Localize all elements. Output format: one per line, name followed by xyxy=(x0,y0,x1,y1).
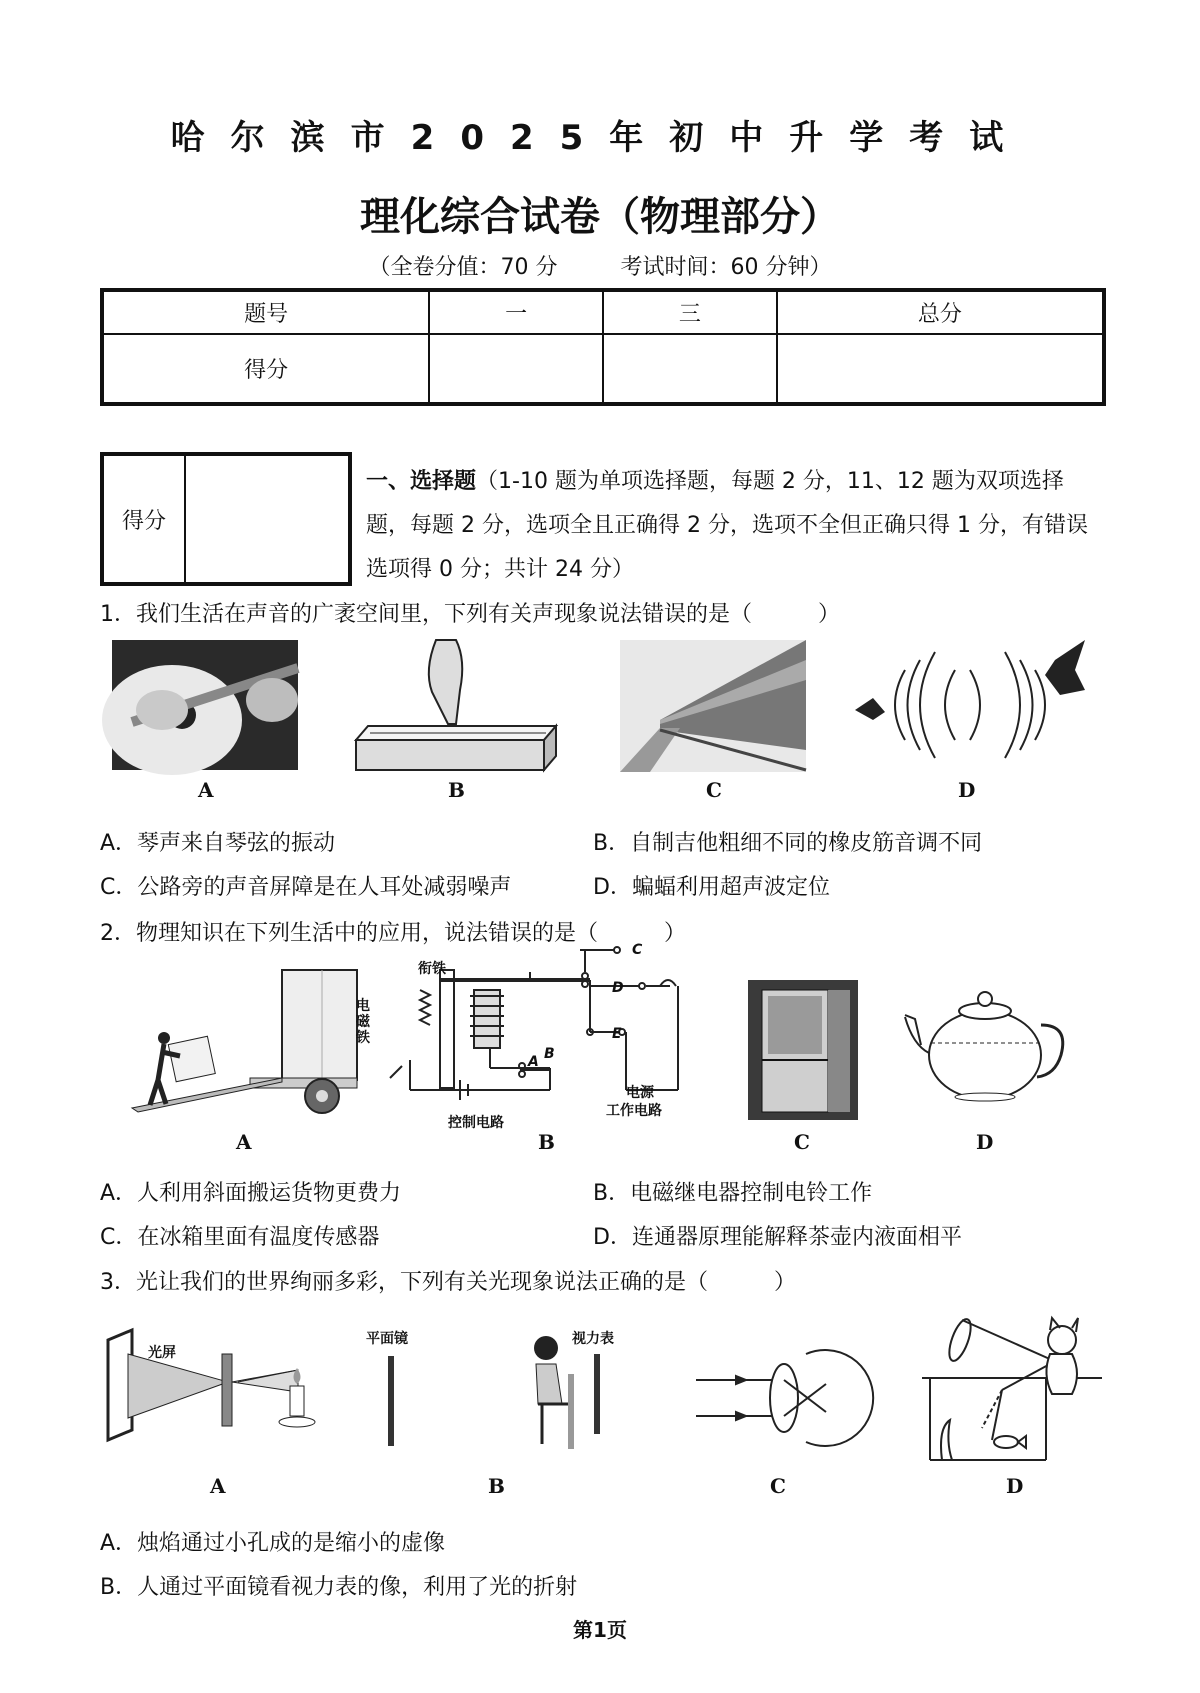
section-score-label: 得分 xyxy=(104,456,186,582)
relay-label-working-circuit: 工作电路 xyxy=(606,1103,662,1119)
q1-image-label-a: A xyxy=(198,778,214,802)
relay-label-c: C xyxy=(632,942,643,958)
section-title: 一、选择题 xyxy=(366,469,477,494)
section-heading xyxy=(366,460,1106,592)
relay-label-control-circuit: 控制电路 xyxy=(448,1115,504,1131)
score-table-header: 一 xyxy=(429,290,603,334)
eye-chart-label: 视力表 xyxy=(572,1331,614,1347)
relay-label-power: 电源 xyxy=(626,1085,654,1101)
score-row-label: 得分 xyxy=(102,334,429,404)
q3-option-b: B．人通过平面镜看视力表的像，利用了光的折射 xyxy=(100,1575,578,1600)
full-score: （全卷分值：70 分 xyxy=(368,255,558,280)
exam-subtitle: 理化综合试卷（物理部分） xyxy=(360,194,840,240)
q1-image-label-c: C xyxy=(706,778,722,802)
q3-image-label-d: D xyxy=(1006,1474,1024,1498)
q1-option-d: D．蝙蝠利用超声波定位 xyxy=(593,875,830,900)
score-table-header: 总分 xyxy=(777,290,1104,334)
relay-label-b: B xyxy=(544,1046,555,1062)
guitar-photo xyxy=(112,640,298,770)
relay-label-e: E xyxy=(612,1026,622,1042)
score-table-header: 题号 xyxy=(102,290,429,334)
exam-meta xyxy=(0,250,1200,281)
section-description: （1-10 题为单项选择题，每题 2 分，11、12 题为双项选择题，每题 2 分，选项全且正确得 2 分，选项不全但正确只得 1 分，有错误选项得 0 分；共计 24 分） xyxy=(366,469,1088,582)
question-1-stem: 1．我们生活在声音的广袤空间里，下列有关声现象说法错误的是（ ） xyxy=(100,602,840,627)
rubber-band-box-figure xyxy=(356,640,556,775)
score-cell xyxy=(429,334,603,404)
ramp-truck-figure xyxy=(132,970,357,1115)
exam-title: 哈尔滨市2025年初中升学考试 xyxy=(170,118,1030,158)
q2-option-c: C．在冰箱里面有温度传感器 xyxy=(100,1225,380,1250)
q1-option-c: C．公路旁的声音屏障是在人耳处减弱噪声 xyxy=(100,875,512,900)
teapot-figure xyxy=(905,985,1065,1105)
score-table xyxy=(100,288,1106,406)
question-2-stem: 2．物理知识在下列生活中的应用，说法错误的是（ ） xyxy=(100,921,686,946)
exam-time: 考试时间：60 分钟） xyxy=(620,255,832,280)
section-score-box xyxy=(100,452,352,586)
person-sitting-figure xyxy=(510,1334,610,1449)
relay-label-armature: 衔铁 xyxy=(418,961,446,977)
score-table-header: 三 xyxy=(603,290,777,334)
relay-label-electromagnet: 电磁铁 xyxy=(356,998,370,1046)
relay-label-d: D xyxy=(612,980,624,996)
score-cell xyxy=(777,334,1104,404)
plane-mirror-figure xyxy=(386,1356,396,1456)
q2-image-label-b: B xyxy=(538,1130,555,1154)
q3-image-label-c: C xyxy=(770,1474,786,1498)
q1-option-a: A．琴声来自琴弦的振动 xyxy=(100,831,336,856)
cat-fish-refraction-figure xyxy=(922,1310,1102,1460)
eye-lens-diagram xyxy=(696,1350,856,1450)
mirror-label: 平面镜 xyxy=(366,1331,408,1347)
bat-echolocation-figure xyxy=(855,640,1085,770)
relay-label-a: A xyxy=(528,1054,539,1070)
q3-image-label-b: B xyxy=(488,1474,505,1498)
q2-image-label-d: D xyxy=(976,1130,994,1154)
noise-barrier-photo xyxy=(620,640,806,772)
q1-image-label-b: B xyxy=(448,778,465,802)
pinhole-camera-figure xyxy=(108,1330,328,1450)
q2-image-label-c: C xyxy=(794,1130,810,1154)
pinhole-label-screen: 光屏 xyxy=(148,1345,176,1361)
q3-image-label-a: A xyxy=(210,1474,226,1498)
q3-option-a: A．烛焰通过小孔成的是缩小的虚像 xyxy=(100,1531,446,1556)
refrigerator-photo xyxy=(748,980,858,1120)
q2-image-label-a: A xyxy=(236,1130,252,1154)
q1-image-label-d: D xyxy=(958,778,976,802)
q2-option-a: A．人利用斜面搬运货物更费力 xyxy=(100,1181,402,1206)
q2-option-d: D．连通器原理能解释茶壶内液面相平 xyxy=(593,1225,962,1250)
page-number: 第1页 xyxy=(573,1618,627,1642)
q1-option-b: B．自制吉他粗细不同的橡皮筋音调不同 xyxy=(593,831,983,856)
score-cell xyxy=(603,334,777,404)
question-3-stem: 3．光让我们的世界绚丽多彩，下列有关光现象说法正确的是（ ） xyxy=(100,1270,796,1295)
q2-option-b: B．电磁继电器控制电铃工作 xyxy=(593,1181,873,1206)
